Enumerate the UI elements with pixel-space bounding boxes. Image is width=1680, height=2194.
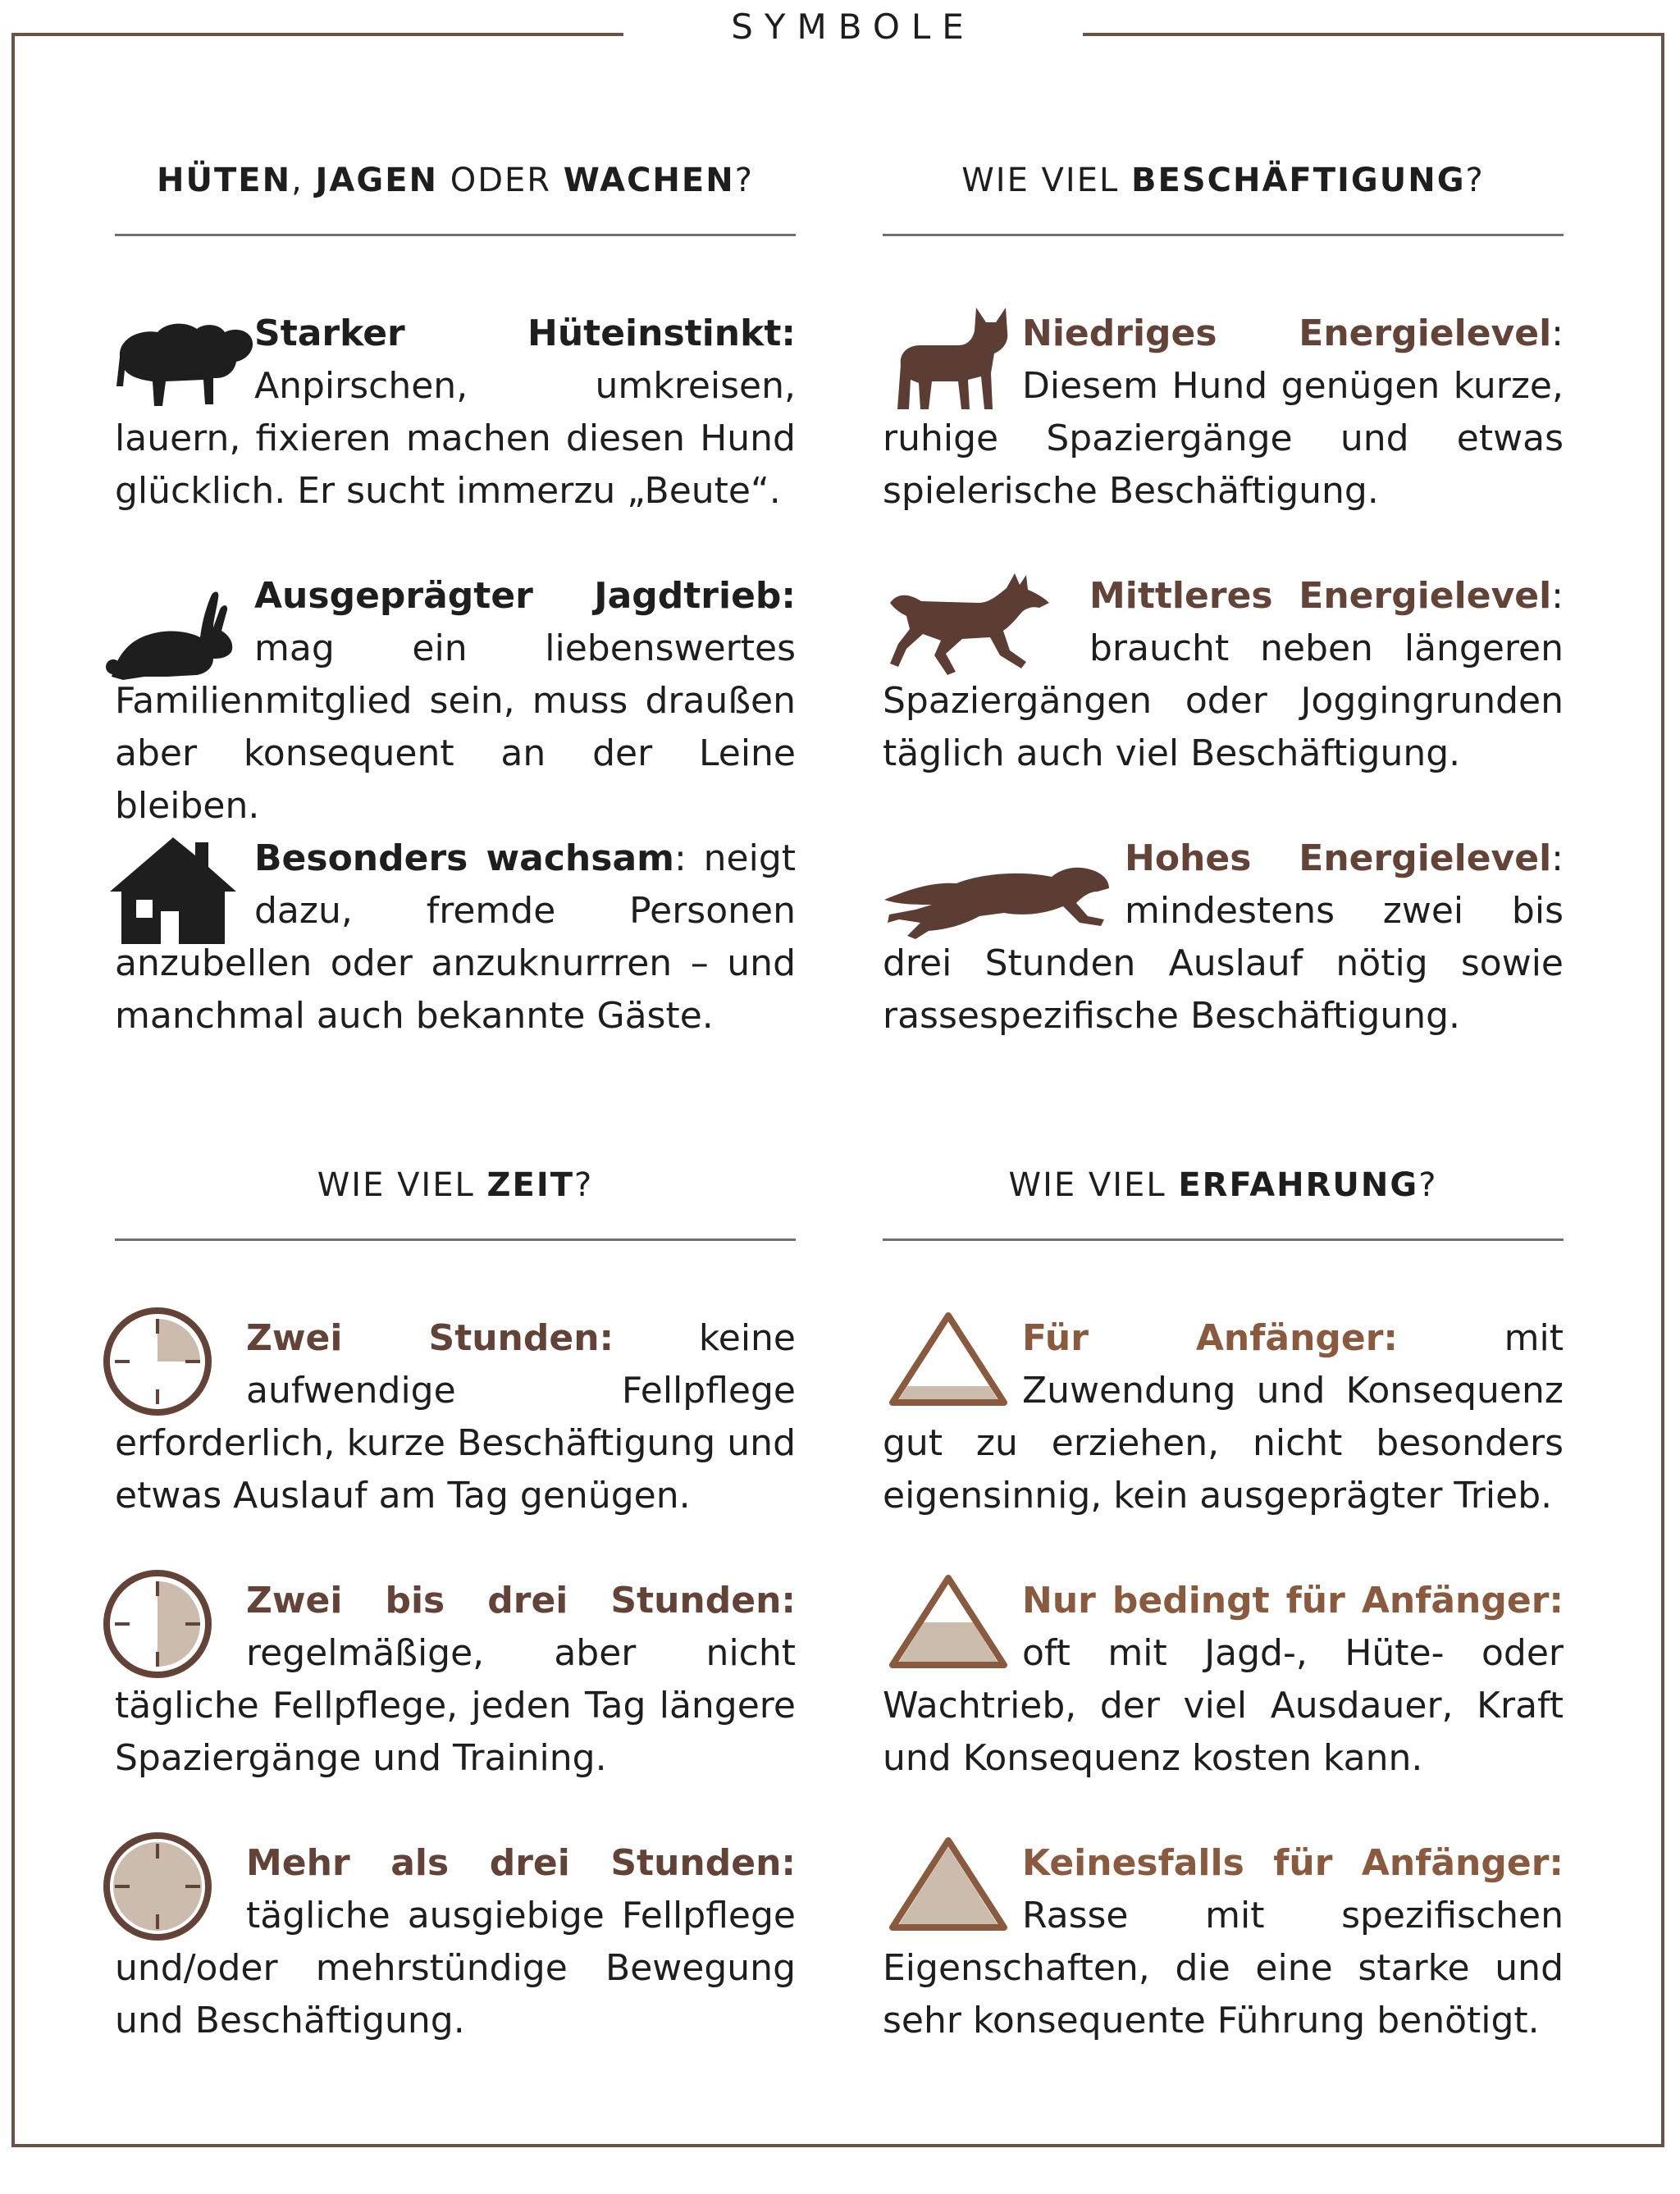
section-rule [883,1238,1564,1241]
item-title: Keinesfalls für Anfänger: [1022,1842,1564,1884]
section-rule [115,234,796,236]
list-item [883,1837,1564,2067]
list-item [115,570,796,827]
list-item [115,1837,796,2067]
section-experience [883,1152,1564,2055]
page-title: SYMBOLE [623,0,1083,59]
list-item [883,1312,1564,1542]
list-item [115,1312,796,1542]
section-work [115,148,796,1050]
item-title: Ausgeprägter Jagdtrieb: [254,575,796,617]
item-text: : braucht neben längeren Spaziergängen oder Joggingrunden täglich auch viel Beschäftigung. [883,575,1564,774]
item-title: Zwei Stunden: [246,1317,614,1359]
item-title: Starker Hüteinstinkt: [254,312,796,354]
item-text: : mindestens zwei bis drei Stunden Auslauf nötig sowie rassespezifische Beschäftigung. [883,837,1564,1037]
section-rule [883,234,1564,236]
section-rule [115,1238,796,1241]
list-item [115,832,796,1062]
item-title: Niedriges Energielevel [1022,312,1552,354]
section-heading-activity: WIE VIEL BESCHÄFTIGUNG? [961,162,1485,199]
item-text: regelmäßige, aber nicht tägliche Fellpflege, jeden Tag längere Spaziergänge und Training. [115,1632,796,1779]
item-title: Zwei bis drei Stunden: [246,1580,796,1622]
item-text: : neigt dazu, fremde Personen anzubellen oder anzuknurrren – und manchmal auch bekannte Gäste. [115,837,796,1037]
list-item [883,308,1564,537]
list-item [115,308,796,537]
list-item [115,1575,796,1804]
item-text: : Diesem Hund genügen kurze, ruhige Spaziergänge und etwas spielerische Beschäftigung. [883,312,1564,512]
section-activity [883,148,1564,1050]
list-item [883,832,1564,1062]
item-title: Besonders wachsam [254,837,674,879]
item-text: mag ein liebenswertes Familienmitglied sein, muss draußen aber konsequent an der Leine bleiben. [115,627,796,827]
section-heading-experience: WIE VIEL ERFAHRUNG? [1008,1166,1438,1204]
item-text: Anpirschen, umkreisen, lauern, fixieren machen diesen Hund glücklich. Er sucht immerzu „Beute“. [115,365,796,512]
section-time [115,1152,796,2055]
item-text: keine aufwendige Fellpflege erforderlich, kurze Beschäftigung und etwas Auslauf am Tag genügen. [115,1317,796,1517]
item-title: Hohes Energielevel [1125,837,1552,879]
item-text: tägliche ausgiebige Fellpflege und/oder mehrstündige Bewegung und Beschäftigung. [115,1895,796,2041]
item-title: Für Anfänger: [1022,1317,1399,1359]
section-heading-time: WIE VIEL ZEIT? [317,1166,594,1204]
item-title: Nur bedingt für Anfänger: [1022,1580,1564,1622]
item-text: Rasse mit spezifischen Eigenschaften, die eine starke und sehr konsequente Führung benötigt. [883,1895,1564,2041]
list-item [883,570,1564,800]
list-item [883,1575,1564,1804]
item-title: Mittleres Energielevel [1089,575,1552,617]
item-text: mit Zuwendung und Konsequenz gut zu erziehen, nicht besonders eigensinnig, kein ausgeprägter Trieb. [883,1317,1564,1517]
item-text: oft mit Jagd-, Hüte- oder Wachtrieb, der viel Ausdauer, Kraft und Konsequenz kosten kann. [883,1632,1564,1779]
section-heading-work: HÜTEN, JAGEN ODER WACHEN? [157,162,754,199]
item-title: Mehr als drei Stunden: [246,1842,796,1884]
